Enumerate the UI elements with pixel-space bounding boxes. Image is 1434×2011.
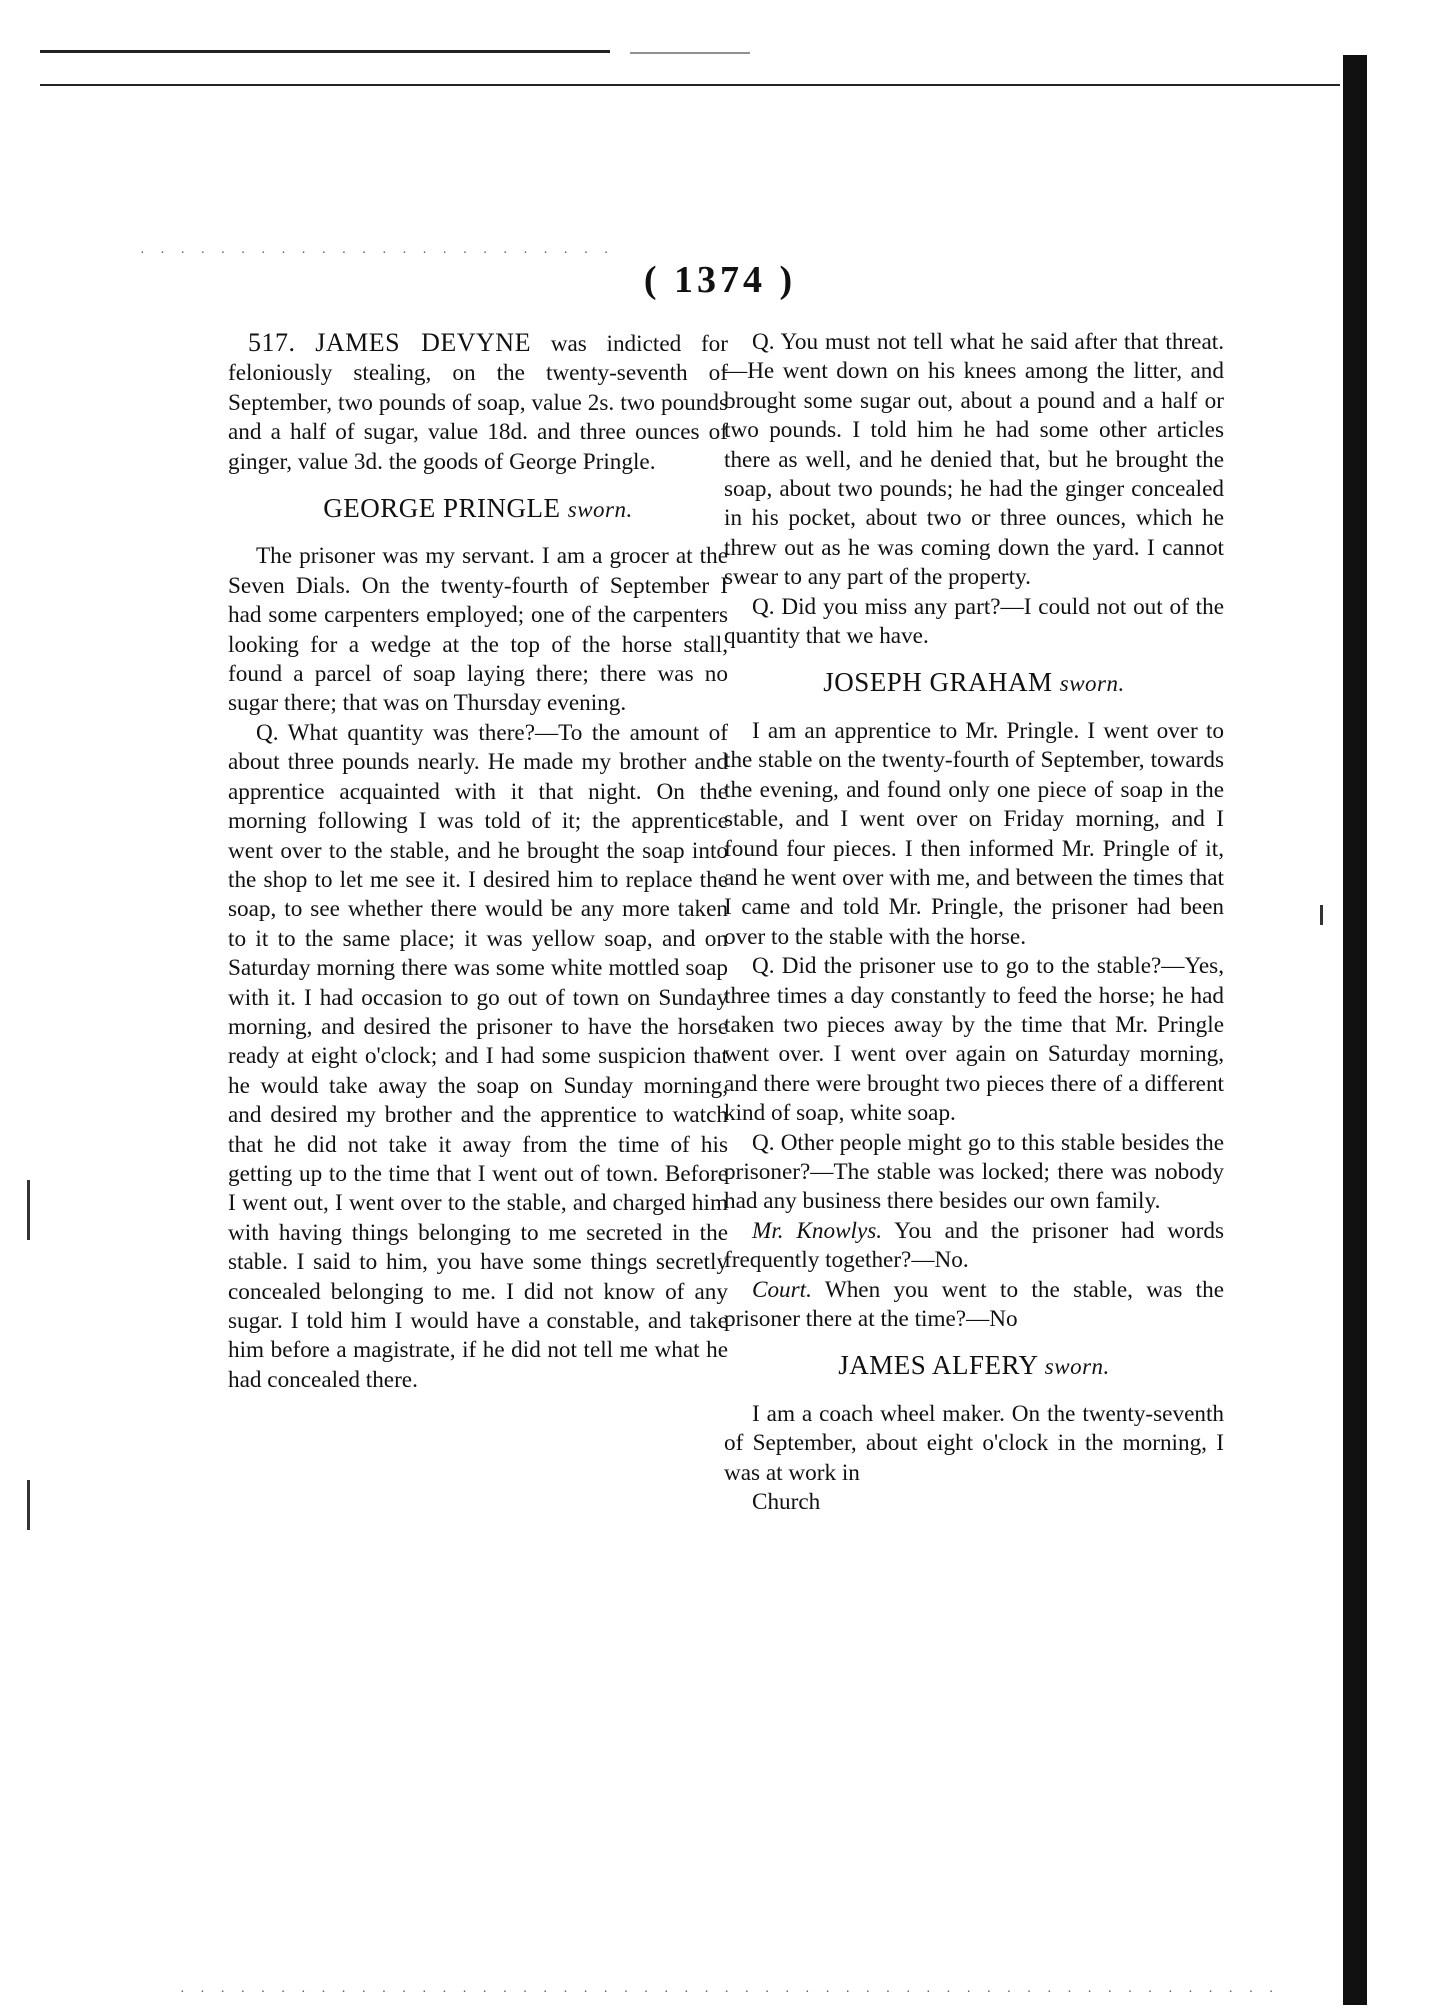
binding-shadow: [1343, 55, 1367, 2005]
top-rule: [40, 50, 610, 53]
testimony-paragraph: Q. Did you miss any part?—I could not out of the quantity that we have.: [724, 593, 1224, 650]
exchange-text: You and the prisoner had words frequently together?—No.: [724, 1217, 1224, 1274]
left-column: [228, 328, 728, 1395]
witness-sworn: sworn.: [1059, 671, 1125, 697]
testimony-paragraph: Q. What quantity was there?—To the amount of about three pounds nearly. He made my brother and apprentice acquainted with it that night. On the morning following I was told of it; the apprentice went over to the stable, and he brought the soap into the shop to let me see it. I desired him to replace the soap, to see whether there would be any more taken to it to the same place; it was yellow soap, and on Saturday morning there was some white mottled soap with it. I had occasion to go out of town on Sunday morning, and desired the prisoner to have the horse ready at eight o'clock; and I had some suspicion that he would take away the soap on Sunday morning, and desired my brother and the apprentice to watch that he did not take it away from the time of his getting up to the time that I went out of town. Before I went out, I went over to the stable, and charged him with having things belonging to me secreted in the stable. I said to him, you have some things secretly concealed belonging to me. I did not know of any sugar. I told him I would have a constable, and take him before a magistrate, if he did not tell me what he had concealed there.: [228, 719, 728, 1393]
testimony-paragraph: I am an apprentice to Mr. Pringle. I went over to the stable on the twenty-fourth of September, towards the evening, and found only one piece of soap in the stable, and I went over on Friday morning, and I found four pieces. I then informed Mr. Pringle of it, and he went over with me, and between the times that I came and told Mr. Pringle, the prisoner had been over to the stable with the horse.: [724, 717, 1224, 950]
testimony-paragraph: The prisoner was my servant. I am a grocer at the Seven Dials. On the twenty-fourth of September I had some carpenters employed; one of the carpenters looking for a wedge at the top of the horse stall, found a parcel of soap laying there; there was no sugar there; that was on Thursday evening.: [228, 543, 728, 717]
bleed-through-dots-bottom: · · · · · · · · · · · · · · · · · · · · · · · · · · · · · · · · · · · · · · · · · · · · · · · · · · · · · · ·: [180, 1985, 1280, 2000]
margin-mark: [27, 1180, 30, 1240]
case-number: 517.: [248, 328, 296, 357]
indictment-paragraph: [228, 328, 728, 477]
witness-name: JOSEPH GRAHAM: [823, 667, 1053, 698]
testimony-paragraph: I am a coach wheel maker. On the twenty-seventh of September, about eight o'clock in the morning, I was at work in: [724, 1400, 1224, 1486]
witness-heading: [228, 494, 728, 524]
bleed-through-dots: · · · · · · · · · · · · · · · · · · · · · · · ·: [140, 246, 615, 261]
exchange-text: When you went to the stable, was the prisoner there at the time?—No: [724, 1276, 1224, 1332]
top-rule-second: [40, 84, 1340, 86]
defendant-name: JAMES DEVYNE: [315, 328, 531, 357]
witness-name: JAMES ALFERY: [838, 1350, 1038, 1381]
testimony-paragraph: Q. Did the prisoner use to go to the stable?—Yes, three times a day constantly to feed the horse; he had taken two pieces away by the time that Mr. Pringle went over. I went over again on Saturday morning, and there were brought two pieces there of a different kind of soap, white soap.: [724, 953, 1224, 1127]
indictment-text: was indicted for feloniously stealing, on the twenty-seventh of September, two pounds of soap, value 2s. two pounds and a half of sugar, value 18d. and three ounces of ginger, value 3d. the goods of George Pringle.: [228, 331, 729, 475]
witness-heading: [724, 668, 1224, 698]
margin-mark: [27, 1480, 30, 1530]
speaker-label: Court.: [752, 1276, 812, 1303]
court-question-paragraph: [724, 1276, 1224, 1335]
witness-sworn: sworn.: [567, 497, 633, 523]
cross-examination-paragraph: [724, 1217, 1224, 1276]
speaker-label: Mr. Knowlys.: [752, 1217, 883, 1244]
testimony-paragraph: Q. You must not tell what he said after that threat.—He went down on his knees among the litter, and brought some sugar out, about a pound and a half or two pounds. I told him he had some other articles there as well, and he denied that, but he brought the soap, about two pounds; he had the ginger concealed in his pocket, about two or three ounces, which he threw out as he was coming down the yard. I cannot swear to any part of the property.: [724, 329, 1224, 591]
witness-heading: [724, 1351, 1224, 1381]
margin-mark: [1320, 905, 1323, 925]
catchword: Church: [752, 1489, 821, 1516]
page-number: ( 1374 ): [643, 259, 797, 301]
testimony-paragraph: Q. Other people might go to this stable besides the prisoner?—The stable was locked; there was nobody had any business there besides our own family.: [724, 1129, 1224, 1215]
witness-name: GEORGE PRINGLE: [323, 493, 561, 524]
top-rule-short: [630, 52, 750, 54]
right-column: [724, 328, 1224, 1517]
witness-sworn: sworn.: [1044, 1354, 1110, 1380]
